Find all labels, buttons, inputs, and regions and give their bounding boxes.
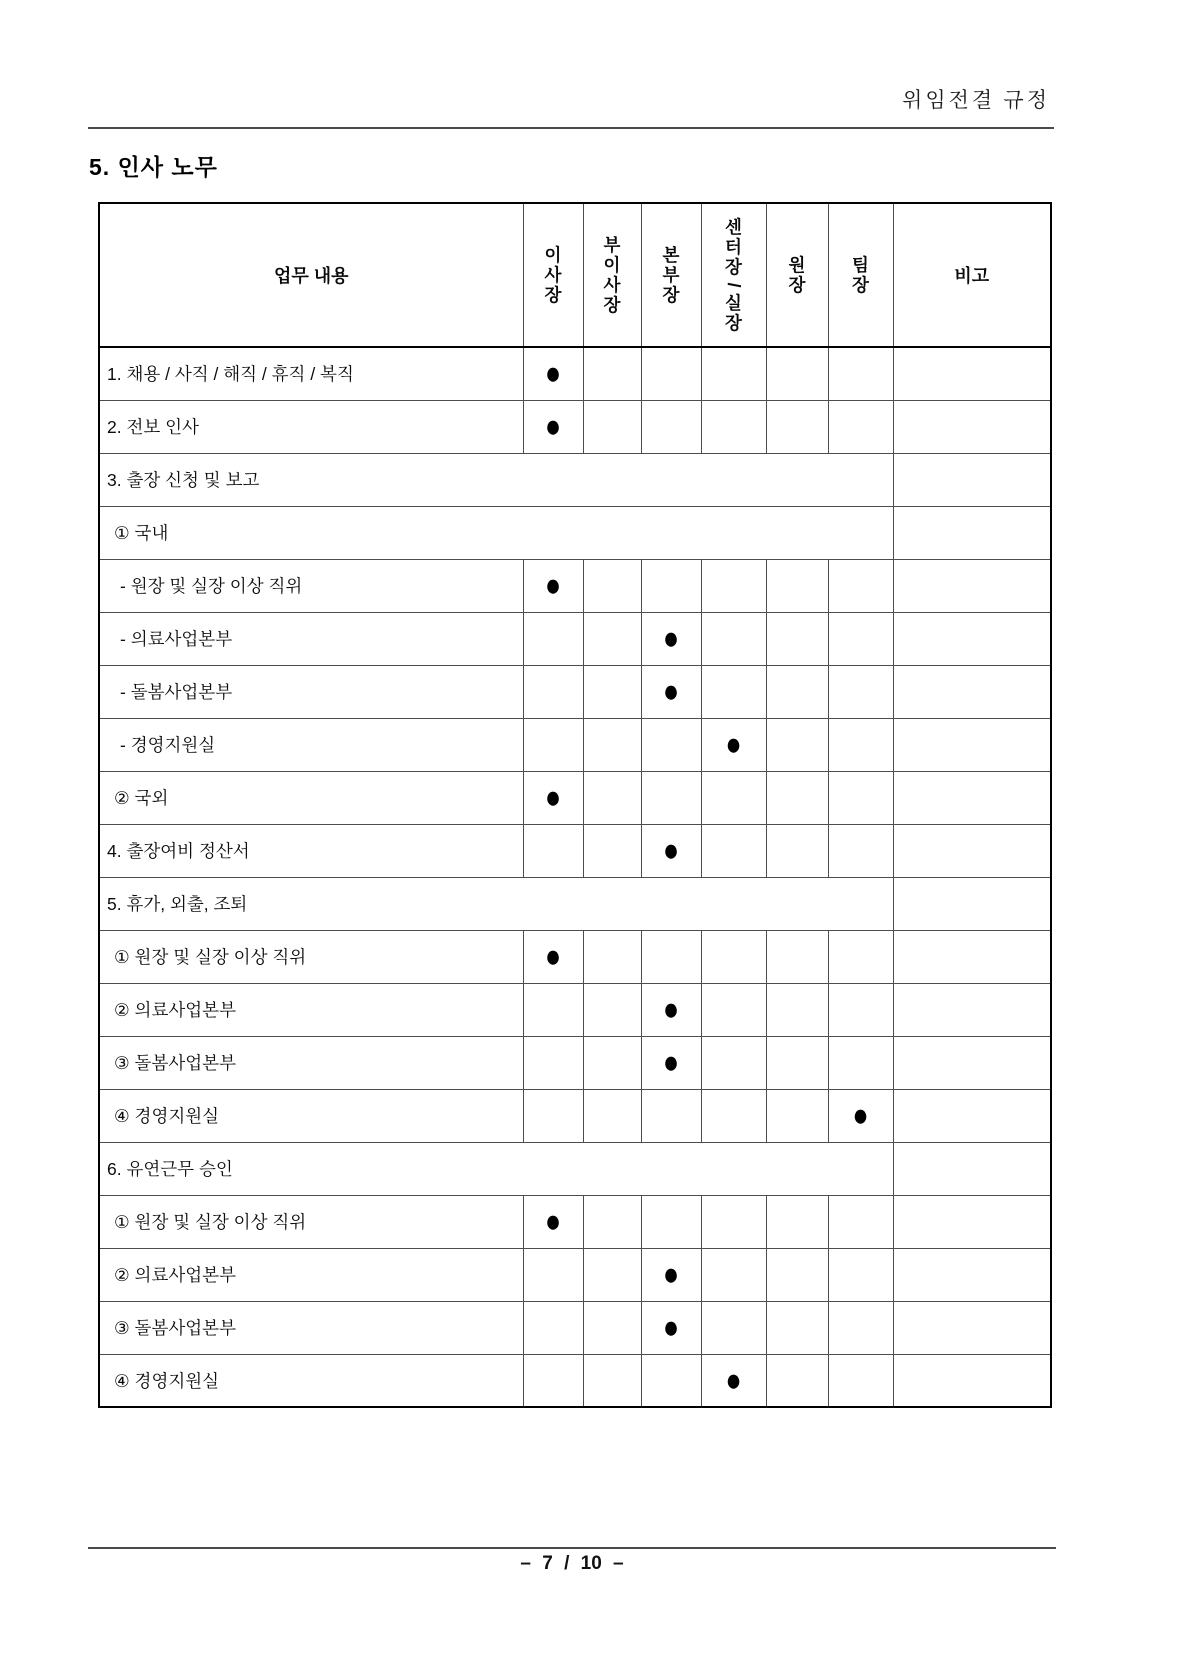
approval-cell xyxy=(583,824,641,877)
task-cell: - 의료사업본부 xyxy=(99,612,523,665)
vertical-header-char: 이 xyxy=(603,255,621,275)
approval-cell xyxy=(641,1301,701,1354)
approval-cell xyxy=(641,665,701,718)
remark-cell xyxy=(893,1089,1051,1142)
remark-cell xyxy=(893,506,1051,559)
approval-cell xyxy=(523,1354,583,1407)
remark-cell xyxy=(893,771,1051,824)
approval-cell xyxy=(641,1089,701,1142)
approval-cell xyxy=(583,612,641,665)
task-cell: ④ 경영지원실 xyxy=(99,1354,523,1407)
approval-cell xyxy=(641,400,701,453)
vertical-header-char: 터 xyxy=(725,237,742,257)
approval-dot: ● xyxy=(662,672,680,710)
approval-cell xyxy=(766,1301,828,1354)
approval-cell xyxy=(828,983,893,1036)
approval-cell xyxy=(701,1089,766,1142)
approval-table-wrap xyxy=(98,202,1052,1408)
approval-cell xyxy=(828,771,893,824)
approval-cell xyxy=(828,665,893,718)
task-cell: - 경영지원실 xyxy=(99,718,523,771)
approval-cell xyxy=(766,559,828,612)
approval-cell xyxy=(583,347,641,400)
table-row xyxy=(99,930,1051,983)
approval-cell xyxy=(828,612,893,665)
approval-dot: ● xyxy=(544,407,562,445)
task-cell: ① 원장 및 실장 이상 직위 xyxy=(99,930,523,983)
approval-cell xyxy=(523,559,583,612)
task-cell: 2. 전보 인사 xyxy=(99,400,523,453)
approval-cell xyxy=(766,665,828,718)
approval-cell xyxy=(828,1195,893,1248)
approval-cell xyxy=(641,1195,701,1248)
approval-cell xyxy=(766,771,828,824)
table-row xyxy=(99,771,1051,824)
approval-cell xyxy=(766,930,828,983)
column-header-task: 업무 내용 xyxy=(99,203,523,347)
approval-dot: ● xyxy=(725,1361,742,1398)
approval-dot: ● xyxy=(662,619,680,657)
task-cell: 5. 휴가, 외출, 조퇴 xyxy=(99,877,893,930)
approval-cell xyxy=(828,1248,893,1301)
remark-cell xyxy=(893,930,1051,983)
vertical-header-char: 사 xyxy=(544,265,562,285)
approval-cell xyxy=(766,1089,828,1142)
column-header-center-head xyxy=(701,203,766,347)
approval-cell xyxy=(523,824,583,877)
approval-cell xyxy=(766,347,828,400)
approval-cell xyxy=(641,1354,701,1407)
table-row xyxy=(99,824,1051,877)
approval-cell xyxy=(828,1089,893,1142)
approval-cell xyxy=(523,930,583,983)
approval-table xyxy=(98,202,1052,1408)
approval-dot: ● xyxy=(544,566,562,604)
approval-cell xyxy=(583,665,641,718)
approval-cell xyxy=(583,1036,641,1089)
column-header-division-head xyxy=(641,203,701,347)
vertical-header-char: 부 xyxy=(662,265,680,285)
table-row xyxy=(99,347,1051,400)
approval-cell xyxy=(523,1195,583,1248)
approval-cell xyxy=(828,718,893,771)
approval-cell xyxy=(523,718,583,771)
approval-dot: ● xyxy=(662,831,680,869)
vertical-header-char: / xyxy=(723,282,744,288)
approval-cell xyxy=(766,1195,828,1248)
table-header-row xyxy=(99,203,1051,347)
approval-cell xyxy=(641,559,701,612)
vertical-header-char: 실 xyxy=(725,293,742,313)
column-header-team-leader xyxy=(828,203,893,347)
approval-cell xyxy=(701,930,766,983)
approval-cell xyxy=(641,1248,701,1301)
table-row xyxy=(99,400,1051,453)
remark-cell xyxy=(893,453,1051,506)
task-cell: ② 의료사업본부 xyxy=(99,1248,523,1301)
table-row xyxy=(99,877,1051,930)
approval-dot: ● xyxy=(662,1043,680,1081)
approval-cell xyxy=(701,347,766,400)
remark-cell xyxy=(893,1248,1051,1301)
approval-cell xyxy=(766,612,828,665)
approval-cell xyxy=(828,1036,893,1089)
task-cell: 1. 채용 / 사직 / 해직 / 휴직 / 복직 xyxy=(99,347,523,400)
approval-cell xyxy=(766,1036,828,1089)
column-header-vice-chairman xyxy=(583,203,641,347)
approval-cell xyxy=(523,612,583,665)
approval-dot: ● xyxy=(662,1255,680,1293)
approval-cell xyxy=(583,983,641,1036)
task-cell: - 원장 및 실장 이상 직위 xyxy=(99,559,523,612)
approval-cell xyxy=(583,930,641,983)
approval-cell xyxy=(583,1089,641,1142)
approval-cell xyxy=(828,400,893,453)
approval-cell xyxy=(583,1354,641,1407)
approval-cell xyxy=(523,400,583,453)
approval-cell xyxy=(766,718,828,771)
approval-dot: ● xyxy=(852,1096,869,1134)
remark-cell xyxy=(893,1142,1051,1195)
remark-cell xyxy=(893,983,1051,1036)
approval-cell xyxy=(701,771,766,824)
column-header-chairman xyxy=(523,203,583,347)
table-row xyxy=(99,453,1051,506)
remark-cell xyxy=(893,665,1051,718)
approval-dot: ● xyxy=(544,354,562,392)
task-cell: ③ 돌봄사업본부 xyxy=(99,1301,523,1354)
page-number: – 7 / 10 – xyxy=(520,1553,624,1574)
approval-cell xyxy=(641,612,701,665)
document-header-title: 위임전결 규정 xyxy=(902,88,1050,112)
vertical-header-char: 팀 xyxy=(852,255,869,275)
table-row xyxy=(99,506,1051,559)
approval-dot: ● xyxy=(725,725,742,763)
approval-cell xyxy=(828,1301,893,1354)
approval-cell xyxy=(766,1248,828,1301)
approval-cell xyxy=(701,1301,766,1354)
approval-dot: ● xyxy=(662,1308,680,1346)
task-cell: - 돌봄사업본부 xyxy=(99,665,523,718)
approval-cell xyxy=(828,559,893,612)
vertical-header-char: 장 xyxy=(662,285,680,305)
section-title: 5. 인사 노무 xyxy=(89,154,218,180)
approval-dot: ● xyxy=(544,1202,562,1240)
table-row xyxy=(99,1142,1051,1195)
vertical-header-char: 장 xyxy=(603,295,621,315)
remark-cell xyxy=(893,559,1051,612)
approval-cell xyxy=(701,1195,766,1248)
approval-cell xyxy=(523,1036,583,1089)
approval-cell xyxy=(701,612,766,665)
table-row xyxy=(99,1248,1051,1301)
table-row xyxy=(99,1036,1051,1089)
remark-cell xyxy=(893,612,1051,665)
vertical-header-char: 원 xyxy=(788,255,806,275)
vertical-header-char: 장 xyxy=(725,313,742,333)
vertical-header-char: 장 xyxy=(852,275,869,295)
approval-cell xyxy=(828,347,893,400)
remark-cell xyxy=(893,824,1051,877)
task-cell: 4. 출장여비 정산서 xyxy=(99,824,523,877)
approval-cell xyxy=(766,824,828,877)
vertical-header-char: 사 xyxy=(603,275,621,295)
approval-cell xyxy=(523,347,583,400)
remark-cell xyxy=(893,1354,1051,1407)
table-row xyxy=(99,1354,1051,1407)
approval-cell xyxy=(701,1248,766,1301)
table-row xyxy=(99,983,1051,1036)
approval-cell xyxy=(583,1301,641,1354)
approval-cell xyxy=(641,983,701,1036)
header-rule xyxy=(88,127,1054,129)
approval-cell xyxy=(641,771,701,824)
approval-cell xyxy=(583,718,641,771)
vertical-header-char: 본 xyxy=(662,245,680,265)
remark-cell xyxy=(893,1195,1051,1248)
approval-cell xyxy=(701,559,766,612)
remark-cell xyxy=(893,400,1051,453)
task-cell: ② 국외 xyxy=(99,771,523,824)
column-header-director xyxy=(766,203,828,347)
approval-cell xyxy=(523,665,583,718)
vertical-header-char: 장 xyxy=(725,257,742,277)
approval-cell xyxy=(701,1036,766,1089)
approval-dot: ● xyxy=(544,937,562,975)
vertical-header-char: 장 xyxy=(788,275,806,295)
table-row xyxy=(99,559,1051,612)
approval-cell xyxy=(523,1089,583,1142)
footer-rule xyxy=(88,1547,1056,1549)
task-cell: ① 국내 xyxy=(99,506,893,559)
vertical-header-char: 장 xyxy=(544,285,562,305)
approval-cell xyxy=(701,983,766,1036)
approval-cell xyxy=(641,930,701,983)
vertical-header-char: 이 xyxy=(544,245,562,265)
approval-cell xyxy=(641,347,701,400)
approval-cell xyxy=(828,1354,893,1407)
task-cell: ① 원장 및 실장 이상 직위 xyxy=(99,1195,523,1248)
approval-cell xyxy=(583,1195,641,1248)
approval-cell xyxy=(641,1036,701,1089)
remark-cell xyxy=(893,347,1051,400)
remark-cell xyxy=(893,877,1051,930)
approval-cell xyxy=(583,400,641,453)
approval-cell xyxy=(523,983,583,1036)
remark-cell xyxy=(893,718,1051,771)
table-row xyxy=(99,1089,1051,1142)
approval-cell xyxy=(766,983,828,1036)
table-row xyxy=(99,1301,1051,1354)
table-row xyxy=(99,1195,1051,1248)
column-header-remark: 비고 xyxy=(893,203,1051,347)
task-cell: ② 의료사업본부 xyxy=(99,983,523,1036)
vertical-header-char: 부 xyxy=(603,235,621,255)
vertical-header-char: 센 xyxy=(725,217,742,237)
approval-cell xyxy=(523,1301,583,1354)
approval-cell xyxy=(583,771,641,824)
table-row xyxy=(99,612,1051,665)
remark-cell xyxy=(893,1036,1051,1089)
approval-cell xyxy=(701,1354,766,1407)
task-cell: ③ 돌봄사업본부 xyxy=(99,1036,523,1089)
approval-cell xyxy=(523,1248,583,1301)
approval-cell xyxy=(701,824,766,877)
approval-cell xyxy=(828,824,893,877)
table-row xyxy=(99,665,1051,718)
approval-dot: ● xyxy=(662,990,680,1028)
table-row xyxy=(99,718,1051,771)
approval-cell xyxy=(701,400,766,453)
approval-cell xyxy=(766,1354,828,1407)
approval-cell xyxy=(641,718,701,771)
remark-cell xyxy=(893,1301,1051,1354)
approval-cell xyxy=(766,400,828,453)
approval-dot: ● xyxy=(544,778,562,816)
approval-cell xyxy=(523,771,583,824)
approval-cell xyxy=(641,824,701,877)
task-cell: 3. 출장 신청 및 보고 xyxy=(99,453,893,506)
approval-cell xyxy=(701,718,766,771)
task-cell: 6. 유연근무 승인 xyxy=(99,1142,893,1195)
approval-cell xyxy=(583,559,641,612)
approval-cell xyxy=(701,665,766,718)
task-cell: ④ 경영지원실 xyxy=(99,1089,523,1142)
approval-cell xyxy=(828,930,893,983)
approval-cell xyxy=(583,1248,641,1301)
approval-table-body xyxy=(99,347,1051,1407)
